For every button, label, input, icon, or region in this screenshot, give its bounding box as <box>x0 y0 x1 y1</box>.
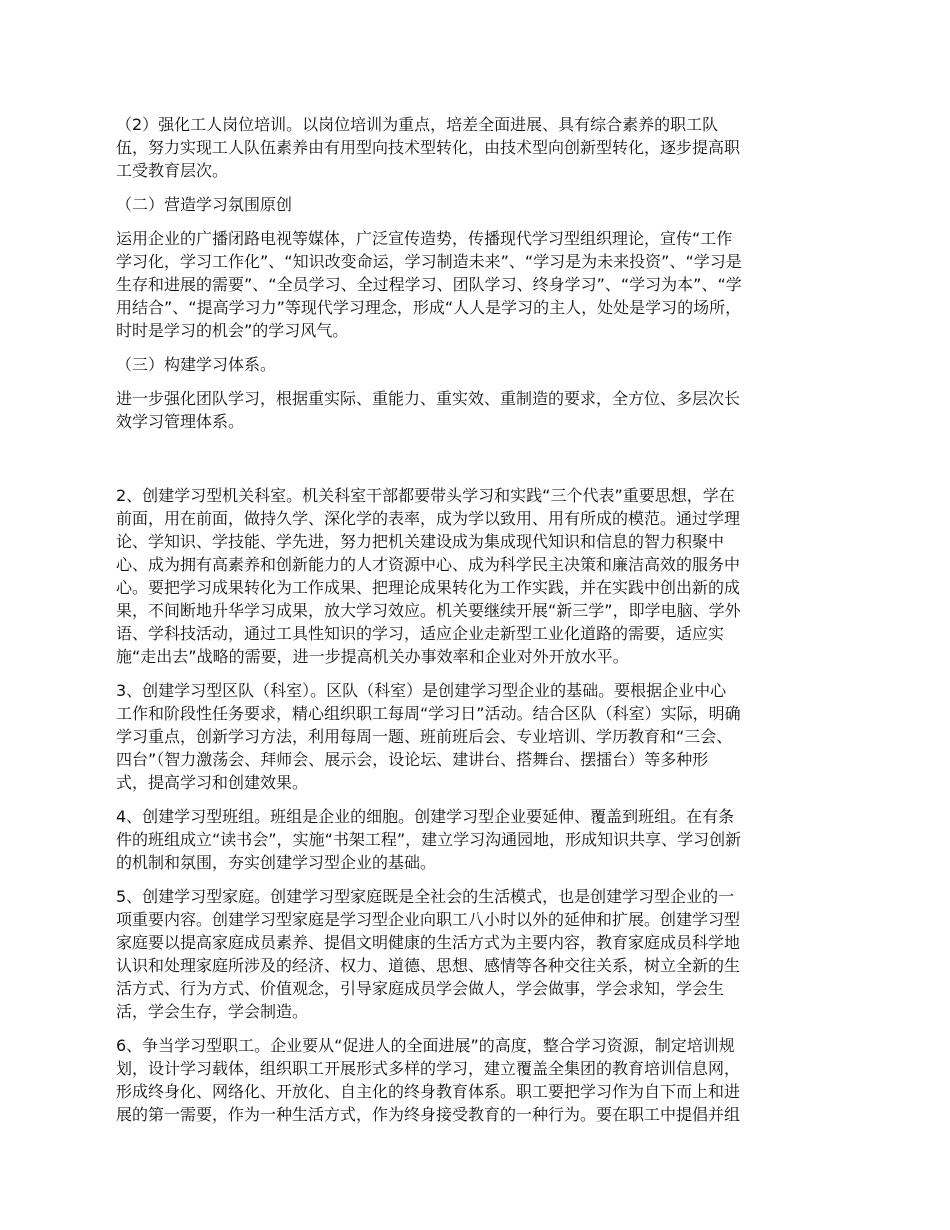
paragraph-team-learning: 进一步强化团队学习，根据重实际、重能力、重实效、重制造的要求，全方位、多层次长 效学习管理体系。 <box>116 389 741 431</box>
paragraph-media-promotion: 运用企业的广播闭路电视等媒体，广泛宣传造势，传播现代学习型组织理论，宣传“工作 学习化，学习工作化”、“知识改变命运，学习制造未来”、“学习是为未来投资”、“学习是 生存和进展的需要”、“全员学习、全过程学习、团队学习、终身学习”、“学习为本”、“学 用结合”、“提高学习力”等现代学习理念，形成“人人是学习的主人，处处是学习的场所， 时时是学习的机会”的学习风气。 <box>116 229 742 340</box>
paragraph-learning-employee: 6、争当学习型职工。企业要从“促进人的全面进展”的高度，整合学习资源，制定培训规 划，设计学习载体，组织职工开展形式多样的学习，建立覆盖全集团的教育培训信息网， 形成终身化、网络化、开放化、自主化的终身教育体系。职工要把学习作为自下而上和进 展的第一需要，作为一种生活方式，作为终身接受教育的一种行为。要在职工中提倡并组 <box>116 1036 741 1124</box>
heading-learning-atmosphere: （二）营造学习氛围原创 <box>116 195 293 214</box>
paragraph-worker-training: （2）强化工人岗位培训。以岗位培训为重点，培差全面进展、具有综合素养的职工队 伍，努力实现工人队伍素养由有用型向技术型转化，由技术型向创新型转化，逐步提高职 工受教育层次。 <box>116 115 741 180</box>
heading-learning-system: （三）构建学习体系。 <box>116 355 277 374</box>
paragraph-learning-family: 5、创建学习型家庭。创建学习型家庭既是全社会的生活模式，也是创建学习型企业的一 项重要内容。创建学习型家庭是学习型企业向职工八小时以外的延伸和扩展。创建学习型 家庭要以提高家庭成员素养、提倡文明健康的生活方式为主要内容，教育家庭成员科学地 认识和处理家庭所涉及的经济、权力、道德、思想、感情等各种交往关系，树立全新的生 活方式、行为方式、价值观念，引导家庭成员学会做人，学会做事，学会求知，学会生 活，学会生存，学会制造。 <box>116 887 741 1021</box>
paragraph-work-group: 4、创建学习型班组。班组是企业的细胞。创建学习型企业要延伸、覆盖到班组。在有条 件的班组成立“读书会”，实施“书架工程”，建立学习沟通园地，形成知识共享、学习创新 的机制和氛围，夯实创建学习型企业的基础。 <box>116 807 742 872</box>
paragraph-district-team: 3、创建学习型区队（科室）。区队（科室）是创建学习型企业的基础。要根据企业中心 工作和阶段性任务要求，精心组织职工每周“学习日”活动。结合区队（科室）实际，明确 学习重点，创新学习方法，利用每周一题、班前班后会、专业培训、学历教育和“三会、 四台”（智力激荡会、拜师会、展示会，设论坛、建讲台、搭舞台、摆擂台）等多种形 式，提高学习和创建效果。 <box>116 681 741 792</box>
paragraph-office-learning: 2、创建学习型机关科室。机关科室干部都要带头学习和实践“三个代表”重要思想，学在 前面，用在前面，做持久学、深化学的表率，成为学以致用、用有所成的模范。通过学理 论、学知识、学技能、学先进，努力把机关建设成为集成现代知识和信息的智力积聚中 心、成为拥有高素养和创新能力的人才资源中心、成为科学民主决策和廉洁高效的服务中 心。要把学习成果转化为工作成果、把理论成果转化为工作实践，并在实践中创出新的成 果，不间断地升华学习成果，放大学习效应。机关要继续开展“新三学”，即学电脑、学外 语、学科技活动，通过工具性知识的学习，适应企业走新型工业化道路的需要，适应实 施“走出去”战略的需要，进一步提高机关办事效率和企业对外开放水平。 <box>116 486 741 666</box>
document-page <box>116 113 840 1137</box>
section-gap <box>116 444 840 484</box>
